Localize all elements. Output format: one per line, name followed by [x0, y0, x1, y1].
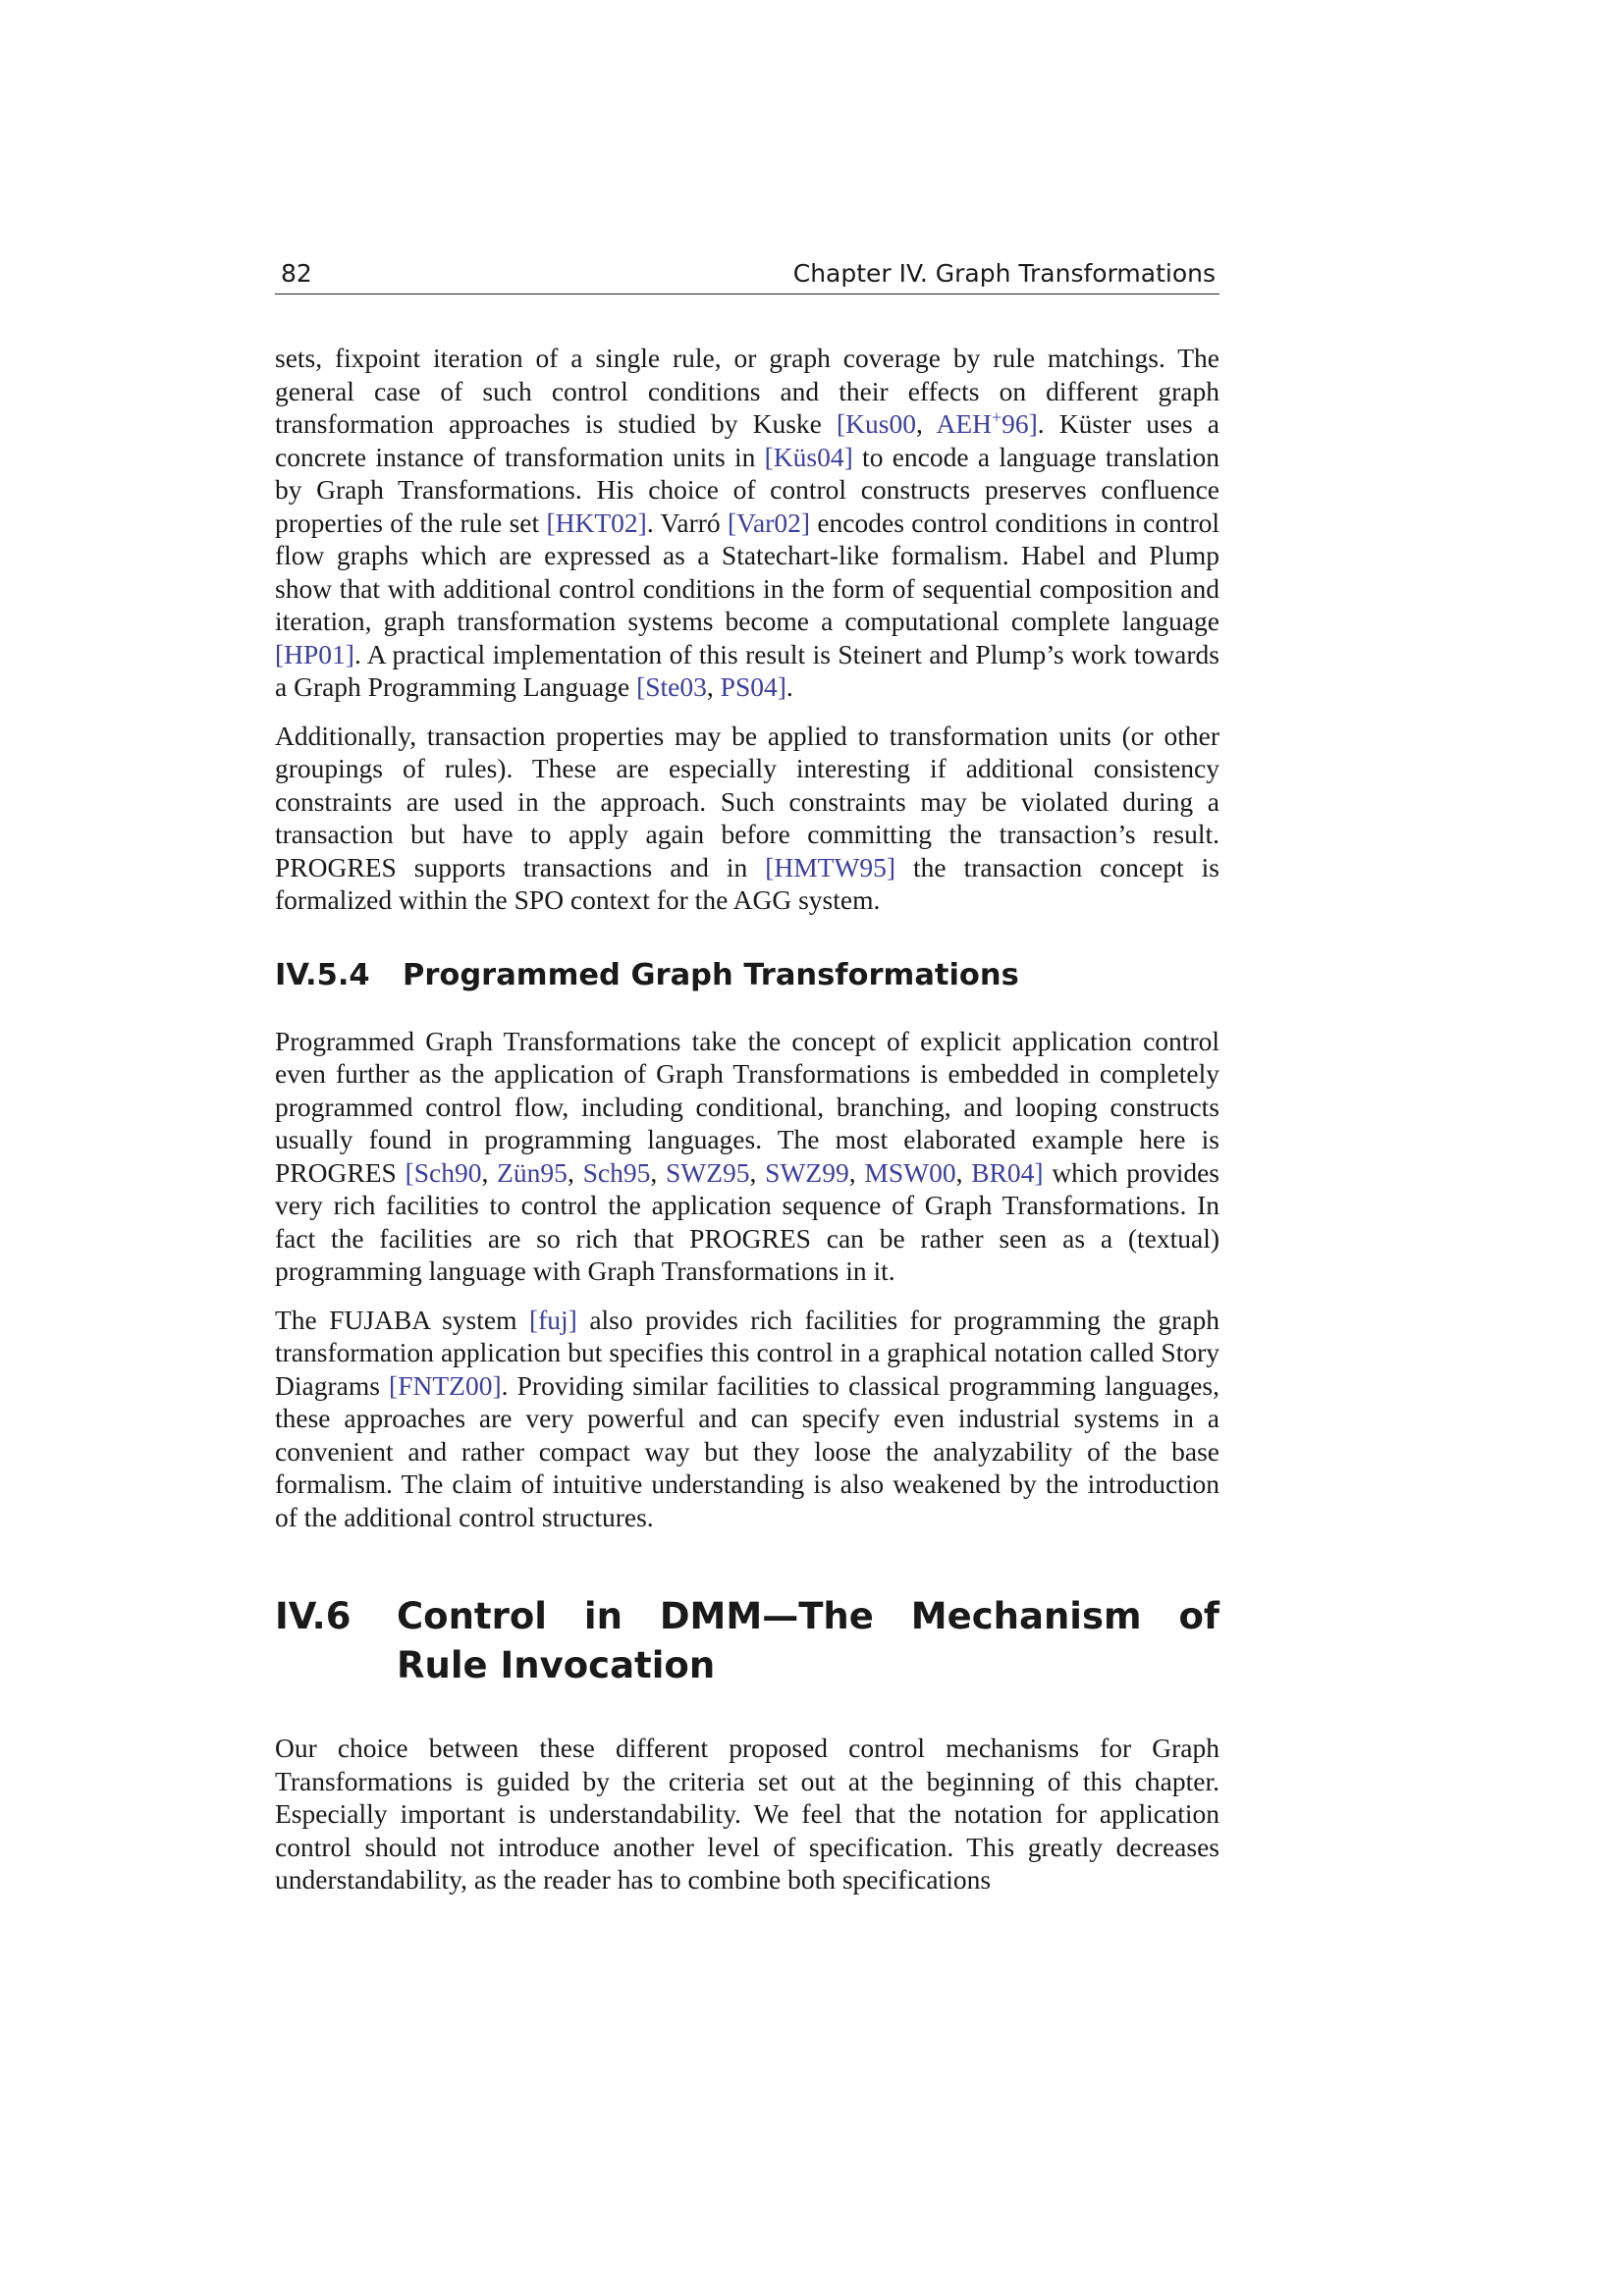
citation-link[interactable]: [HP01] — [275, 638, 354, 669]
citation-link[interactable]: SWZ95 — [665, 1156, 750, 1188]
citation-link[interactable]: MSW00 — [864, 1156, 956, 1188]
chapter-title: Chapter IV. Graph Transformations — [792, 259, 1216, 288]
citation-link[interactable]: [HKT02] — [546, 507, 647, 538]
paragraph-programmed: Programmed Graph Transformations take the concept of explicit application control even further as the application of Graph Transformations is embedded in completely programmed control flow, including conditional, branching, and looping constructs usually found in programming languages. The most elaborated example here is PROGRES [Sch90, Zün95, Sch95, SWZ95, SWZ99, MSW00, BR04] which provides very rich facilities to control the application sequence of Graph Transformations. In fact the facilities are so rich that PROGRES can be rather seen as a (textual) programming language with Graph Transformations in it. — [275, 1025, 1220, 1286]
page — [275, 257, 1219, 1912]
citation-link[interactable]: [Küs04] — [764, 441, 853, 472]
page-number: 82 — [281, 259, 312, 288]
subsection-number: IV.5.4 — [275, 957, 370, 992]
subsection-heading — [275, 956, 1219, 995]
citation-link[interactable]: Sch95 — [582, 1156, 651, 1188]
citation-link[interactable]: [Ste03 — [636, 671, 707, 702]
citation-link[interactable]: AEH+96] — [936, 406, 1038, 439]
section-number: IV.6 — [275, 1595, 352, 1637]
section-title: Control in DMM—The Mechanism of Rule Invocation — [397, 1595, 1219, 1686]
paragraph-choice: Our choice between these different proposed control mechanisms for Graph Transformations is guided by the criteria set out at the beginning of this chapter. Especially important is understandability. We feel that the notation for application control should not introduce another level of specification. This greatly decreases understandability, as the reader has to combine both specifications — [275, 1733, 1219, 1895]
citation-link[interactable]: [Kus00 — [837, 408, 916, 439]
paragraph-transactions: Additionally, transaction properties may be applied to transformation units (or other groupings of rules). These are especially interesting if additional consistency constraints are used in the approach. Such constraints may be violated during a transaction but have to apply again before committing the transaction’s result. PROGRES supports transactions and in [HMTW95] the transaction concept is formalized within the SPO context for the AGG system. — [275, 720, 1219, 915]
citation-link[interactable]: [HMTW95] — [765, 851, 896, 882]
citation-link[interactable]: SWZ99 — [765, 1156, 849, 1188]
citation-link[interactable]: Zün95 — [497, 1156, 568, 1188]
citation-link[interactable]: [fuj] — [528, 1304, 577, 1335]
subsection-title: Programmed Graph Transformations — [403, 957, 1019, 992]
paragraph-fujaba: The FUJABA system [fuj] also provides rich facilities for programming the graph transformation application but specifies this control in a graphical notation called Story Diagrams [FNTZ00]. Providing similar facilities to classical programming languages, these approaches are very powerful and can specify even industrial systems in a convenient and rather compact way but they loose the analyzability of the base formalism. The claim of intuitive understanding is also weakened by the introduction of the additional control structures. — [275, 1304, 1220, 1532]
running-head — [275, 257, 1219, 294]
paragraph-control-conditions: sets, fixpoint iteration of a single rule, or graph coverage by rule matchings. The general case of such control conditions and their effects on different graph transformation approaches is studied by Kuske [Kus00, AEH+96]. Küster uses a concrete instance of transformation units in [Küs04] to encode a language translation by Graph Transformations. His choice of control constructs preserves confluence properties of the rule set [HKT02]. Varró [Var02] encodes control conditions in control flow graphs which are expressed as a Statechart-like formalism. Habel and Plump show that with additional control conditions in the form of sequential composition and iteration, graph transformation systems become a computational complete language [HP01]. A practical implementation of this result is Steinert and Plump’s work towards a Graph Programming Language [Ste03, PS04]. — [275, 343, 1220, 702]
citation-link[interactable]: [Sch90 — [405, 1156, 482, 1188]
citation-link[interactable]: BR04] — [971, 1156, 1044, 1188]
citation-link[interactable]: [Var02] — [727, 507, 810, 538]
section-heading — [275, 1592, 1219, 1690]
citation-link[interactable]: [FNTZ00] — [389, 1369, 502, 1401]
citation-link[interactable]: PS04] — [720, 671, 786, 702]
body-text — [275, 342, 1219, 1896]
